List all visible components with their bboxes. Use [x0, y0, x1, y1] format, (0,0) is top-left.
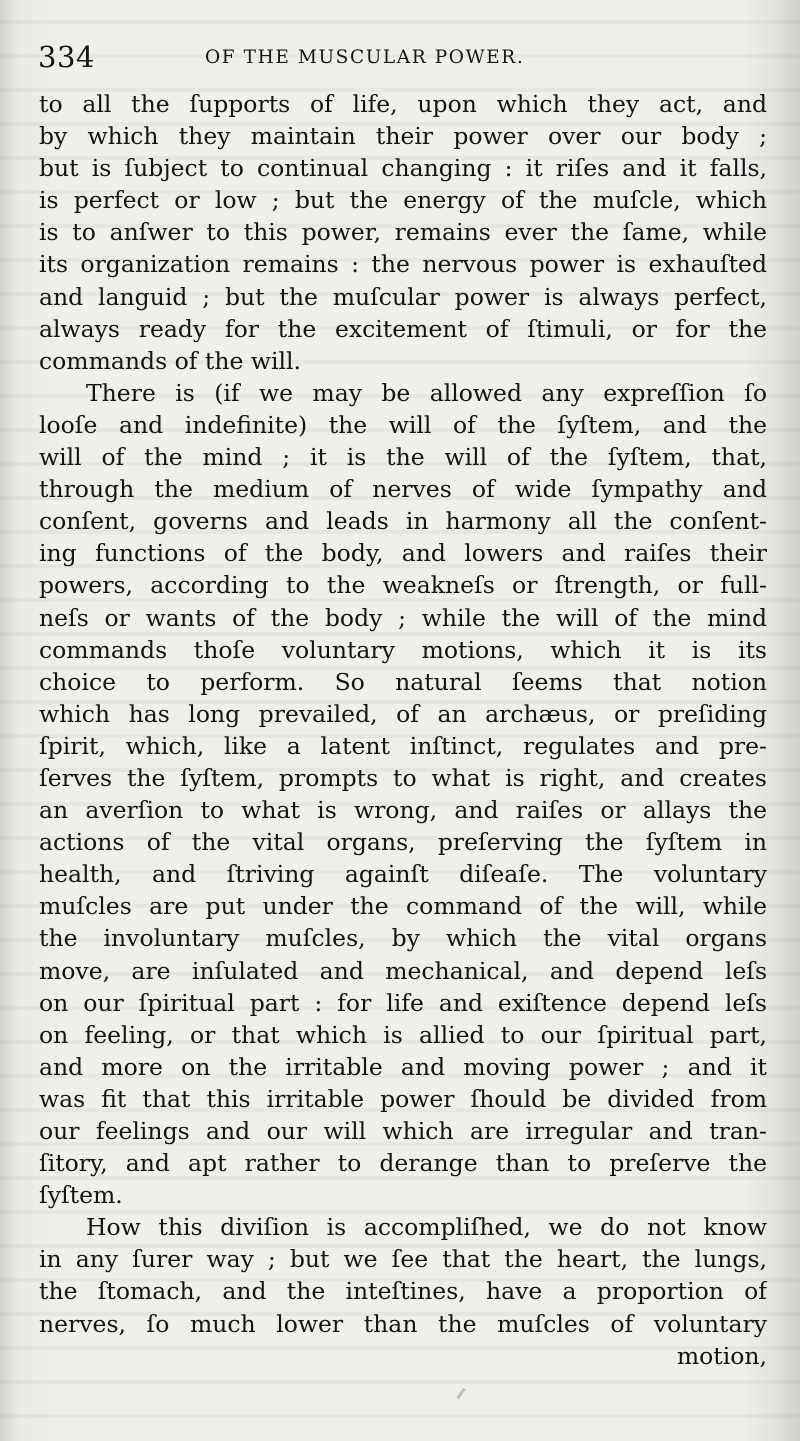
ink-mark: [456, 1388, 465, 1400]
text-line: but is ſubject to continual changing : it riſes and it falls,: [39, 154, 767, 183]
text-line: choice to perform. So natural ſeems that notion: [39, 667, 767, 696]
text-line: on feeling, or that which is allied to our ſpiritual part,: [39, 1020, 767, 1049]
text-line: is to anſwer to this power, remains ever the ſame, while: [39, 218, 767, 247]
text-line: move, are inſulated and mechanical, and depend leſs: [39, 956, 767, 985]
text-line: in any ſurer way ; but we ſee that the heart, the lungs,: [39, 1245, 767, 1274]
text-line: muſcles are put under the command of the will, while: [39, 892, 767, 921]
text-line: and languid ; but the muſcular power is always perfect,: [39, 282, 767, 311]
text-line: on our ſpiritual part : for life and exiſtence depend leſs: [39, 988, 767, 1017]
text-line: health, and ſtriving againſt diſeaſe. The voluntary: [39, 860, 767, 889]
page-number: 334: [38, 40, 95, 74]
body-text: [39, 88, 767, 1372]
text-line: nerves, ſo much lower than the muſcles of voluntary: [39, 1309, 767, 1338]
text-line: which has long prevailed, of an archæus, or preſiding: [39, 699, 767, 728]
text-line: ſerves the ſyſtem, prompts to what is right, and creates: [39, 763, 767, 792]
text-line: an averſion to what is wrong, and raiſes or allays the: [39, 796, 767, 825]
text-line: ſitory, and apt rather to derange than to preſerve the: [39, 1149, 767, 1178]
text-line: commands of the will.: [39, 346, 301, 375]
running-head: OF THE MUSCULAR POWER.: [205, 47, 525, 68]
text-line: by which they maintain their power over our body ;: [39, 122, 767, 151]
text-line: How this diviſion is accompliſhed, we do not know: [86, 1213, 767, 1242]
text-line: the involuntary muſcles, by which the vital organs: [39, 924, 767, 953]
text-line: commands thoſe voluntary motions, which it is its: [39, 635, 767, 664]
text-line: actions of the vital organs, preſerving the ſyſtem in: [39, 828, 767, 857]
text-line: through the medium of nerves of wide ſympathy and: [39, 475, 767, 504]
text-line: will of the mind ; it is the will of the ſyſtem, that,: [39, 443, 767, 472]
text-line: ſyſtem.: [39, 1181, 123, 1210]
text-line: ſpirit, which, like a latent inſtinct, regulates and pre-: [39, 731, 767, 760]
text-line: was fit that this irritable power ſhould be divided from: [39, 1084, 767, 1113]
text-line: to all the ſupports of life, upon which they act, and: [39, 90, 767, 118]
page-header: [38, 38, 768, 78]
text-line: There is (if we may be allowed any expreſſion ſo: [86, 378, 767, 407]
text-line: looſe and indefinite) the will of the ſyſtem, and the: [39, 410, 767, 439]
text-line: always ready for the excitement of ſtimuli, or for the: [39, 314, 767, 343]
text-line: neſs or wants of the body ; while the will of the mind: [39, 603, 767, 632]
text-line: conſent, governs and leads in harmony all the conſent-: [39, 507, 767, 536]
text-line: powers, according to the weakneſs or ſtrength, or full-: [39, 571, 767, 600]
text-line: the ſtomach, and the inteſtines, have a proportion of: [39, 1277, 767, 1306]
text-line: is perfect or low ; but the energy of the muſcle, which: [39, 186, 767, 215]
text-line: motion,: [676, 1341, 767, 1370]
text-line: our feelings and our will which are irregular and tran-: [39, 1117, 767, 1145]
text-line: and more on the irritable and moving power ; and it: [39, 1052, 767, 1081]
text-line: ing functions of the body, and lowers and raiſes their: [39, 539, 767, 568]
text-line: its organization remains : the nervous power is exhauſted: [39, 250, 767, 279]
